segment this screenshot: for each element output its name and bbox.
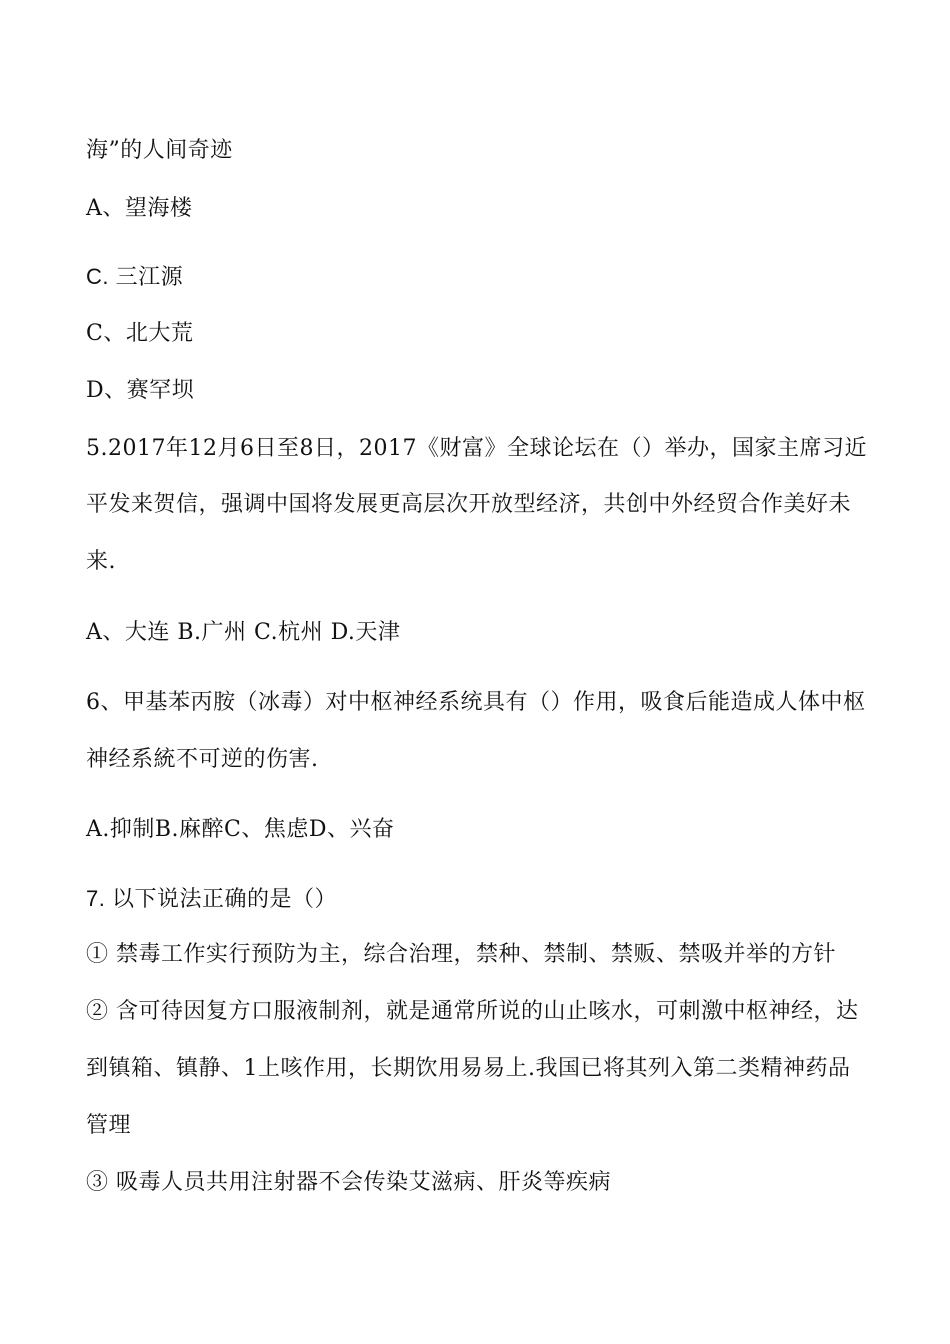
question-5-text-line-3: 来. [86, 549, 116, 574]
question-7-statement-2-line-1: ② 含可待因复方口服液制剂，就是通常所说的山止咳水，可刺激中枢神经，达 [86, 999, 859, 1024]
question-4-option-d: D、赛罕坝 [86, 378, 195, 403]
question-6-options: A.抑制B.麻醉C、焦虑D、兴奋 [86, 817, 395, 842]
question-7-statement-2-line-3: 管理 [86, 1113, 132, 1138]
question-5-options: A、大连 B.广州 C.杭州 D.天津 [86, 620, 401, 645]
question-5-text-line-2: 平发来贺信，强调中国将发展更高层次开放型经济，共创中外经贸合作美好未 [86, 492, 852, 517]
question-6-text-line-1: 6、甲基苯丙胺（冰毒）对中枢神经系统具有（）作用，吸食后能造成人体中枢 [86, 690, 866, 715]
question-7-statement-2-line-2: 到镇箱、镇静、1上咳作用，长期饮用易易上.我国已将其列入第二类精神药品 [86, 1056, 851, 1081]
question-4-option-c: C、北大荒 [86, 321, 194, 346]
question-4-option-a: A、望海楼 [86, 196, 193, 221]
question-4-option-b: C. 三江源 [86, 264, 184, 289]
question-5-text-line-1: 5.2017年12月6日至8日，2017《财富》全球论坛在（）举办，国家主席习近 [86, 436, 867, 461]
question-7-text: 7. 以下说法正确的是（） [86, 886, 337, 911]
question-4-text-end: 海”的人间奇迹 [86, 138, 233, 163]
question-7-statement-3: ③ 吸毒人员共用注射器不会传染艾滋病、肝炎等疾病 [86, 1170, 611, 1195]
question-7-statement-1: ① 禁毒工作实行预防为主，综合治理，禁种、禁制、禁贩、禁吸并举的方针 [86, 942, 836, 967]
question-6-text-line-2: 神经系統不可逆的伤害. [86, 747, 319, 772]
